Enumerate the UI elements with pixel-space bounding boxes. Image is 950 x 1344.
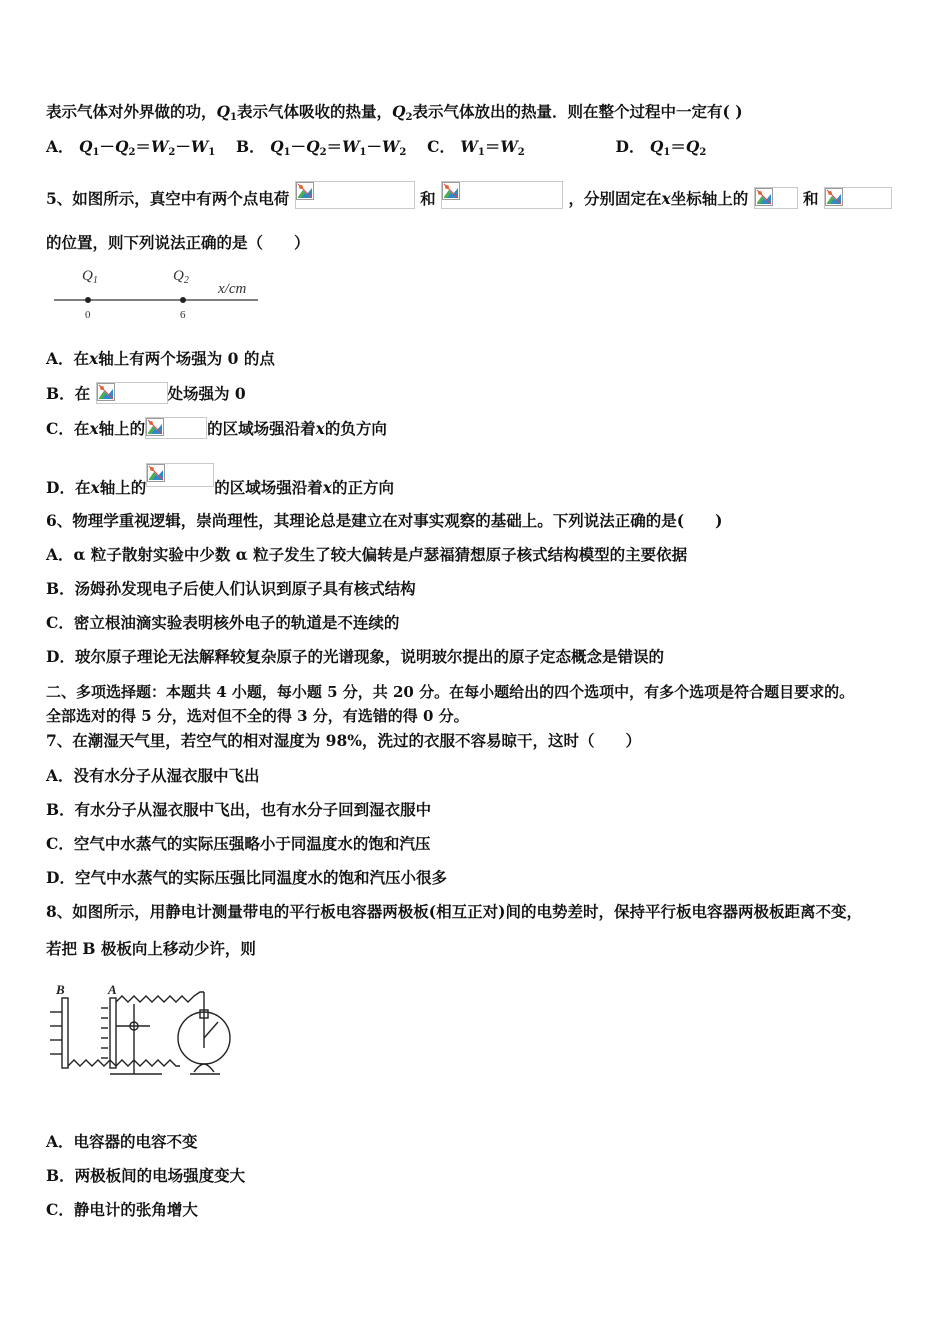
broken-image-icon (146, 418, 164, 436)
q6-stem: 6、物理学重视逻辑，崇尚理性，其理论总是建立在对事实观察的基础上。下列说法正确的是( ) (46, 511, 723, 530)
q2-label: $Q_2$ (173, 268, 189, 286)
missing-formula-image (146, 463, 214, 487)
q4-option-a: A． $Q_1-Q_2=W_2-W_1$ (46, 137, 216, 158)
missing-formula-image (824, 187, 892, 209)
q8-stem-line1: 8、如图所示，用静电计测量带电的平行板电容器两极板(相互正对)间的电势差时，保持平行板电容器两极板距离不变， (46, 902, 862, 921)
q8-option-c: C．静电计的张角增大 (46, 1200, 198, 1219)
missing-formula-image (754, 187, 798, 209)
q7-stem: 7、在潮湿天气里，若空气的相对湿度为 98%，洗过的衣服不容易晾干，这时（ ） (46, 731, 641, 750)
q4-options (46, 136, 706, 164)
q6-option-d: D．玻尔原子理论无法解释较复杂原子的光谱现象，说明玻尔提出的原子定态概念是错误的 (46, 647, 664, 666)
q7-option-d: D．空气中水蒸气的实际压强比同温度水的饱和汽压小很多 (46, 868, 447, 887)
charge-q2-point (180, 297, 186, 303)
q6-option-b: B．汤姆孙发现电子后使人们认识到原子具有核式结构 (46, 579, 416, 598)
tick-6: 6 (180, 309, 186, 321)
broken-image-icon (296, 182, 314, 200)
section2-instructions-line2: 全部选对的得 5 分，选对但不全的得 3 分，有选错的得 0 分。 (46, 707, 469, 725)
q8-electrometer-figure (44, 982, 244, 1094)
q5-axis-figure (46, 262, 276, 324)
missing-formula-image (295, 181, 415, 209)
tick-0: 0 (85, 309, 91, 321)
q5-option-b: B．在 处场强为 0 (46, 384, 246, 403)
q5-stem-line2: 的位置，则下列说法正确的是（ ） (46, 233, 310, 252)
q5-option-d: D．在x轴上的 的区域场强沿着x的正方向 (46, 463, 394, 499)
q4-option-c: C． $W_1=W_2$ (427, 137, 525, 158)
q8-option-b: B．两极板间的电场强度变大 (46, 1166, 246, 1185)
q5-option-a: A．在x轴上有两个场强为 0 的点 (46, 349, 275, 368)
missing-formula-image (96, 382, 168, 404)
charge-q1-point (85, 297, 91, 303)
q5-option-c: C．在x轴上的 的区域场强沿着x的负方向 (46, 419, 387, 438)
broken-image-icon (97, 383, 115, 401)
q6-option-c: C．密立根油滴实验表明核外电子的轨道是不连续的 (46, 613, 400, 632)
q4-option-b: B． $Q_1-Q_2=W_1-W_2$ (236, 137, 407, 158)
q6-option-a: A．α 粒子散射实验中少数 α 粒子发生了较大偏转是卢瑟福猜想原子核式结构模型的主要依据 (46, 545, 688, 564)
q7-option-a: A．没有水分子从湿衣服中飞出 (46, 766, 260, 785)
axis-label: x/cm (218, 281, 247, 297)
missing-formula-image (145, 417, 207, 439)
broken-image-icon (442, 182, 460, 200)
label-a: A (108, 982, 117, 997)
q8-stem-line2: 若把 B 极板向上移动少许，则 (46, 939, 256, 958)
q7-option-c: C．空气中水蒸气的实际压强略小于同温度水的饱和汽压 (46, 834, 431, 853)
broken-image-icon (825, 188, 843, 206)
broken-image-icon (755, 188, 773, 206)
q5-stem-line1: 5、如图所示，真空中有两个点电荷 和 ，分别固定在x坐标轴上的 和 (46, 181, 892, 210)
section2-instructions-line1: 二、多项选择题：本题共 4 小题，每小题 5 分，共 20 分。在每小题给出的四个选项中，有多个选项是符合题目要求的。 (46, 683, 855, 701)
label-b: B (56, 982, 65, 997)
missing-formula-image (441, 181, 563, 209)
plate-b (62, 998, 68, 1068)
q4-option-d: D． $Q_1=Q_2$ (615, 137, 707, 158)
broken-image-icon (147, 464, 165, 482)
q7-option-b: B．有水分子从湿衣服中飞出，也有水分子回到湿衣服中 (46, 800, 432, 819)
q8-option-a: A．电容器的电容不变 (46, 1132, 198, 1151)
q1-label: $Q_1$ (82, 268, 98, 286)
plate-a (110, 998, 116, 1068)
q4-stem: 表示气体对外界做的功，$Q_1$表示气体吸收的热量，$Q_2$表示气体放出的热量．则在整个过程中一定有( ) (46, 102, 743, 123)
